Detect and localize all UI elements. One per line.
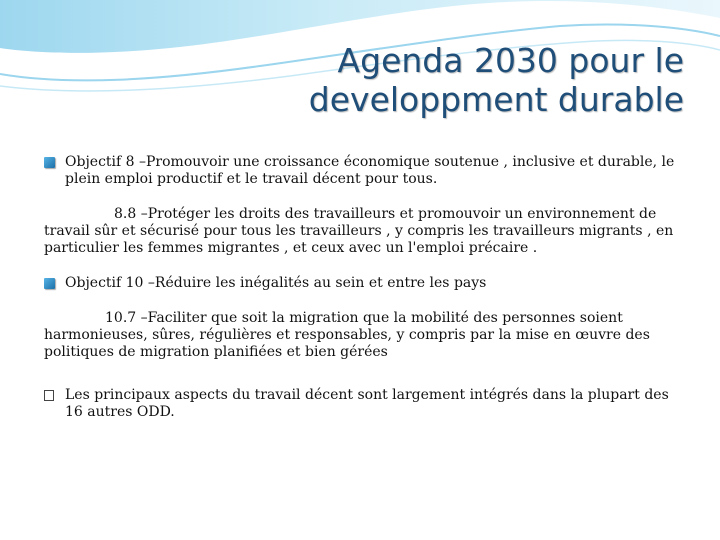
objective-8-text: Objectif 8 –Promouvoir une croissance économique soutenue , inclusive et durable, le plein emploi productif et le travail décent pour tous. [65, 154, 675, 187]
decent-work-bullet [44, 387, 676, 421]
empty-box-icon [44, 390, 54, 401]
square-bullet-icon [44, 157, 55, 168]
objective-8-bullet [44, 154, 676, 188]
title-line-2: developpment durable [308, 79, 684, 119]
target-8-8-paragraph: 8.8 –Protéger les droits des travailleurs et promouvoir un environnement de travail sûr et sécurisé pour tous les travailleurs , y compris les travailleurs migrants , en particulier les femmes migrantes , et ceux avec un l'emploi précaire . [44, 206, 674, 256]
slide-title [124, 42, 684, 119]
objective-10-bullet [44, 275, 676, 292]
slide-body [44, 154, 676, 421]
target-10-7-paragraph: 10.7 –Faciliter que soit la migration que la mobilité des personnes soient harmonieuses, sûres, régulières et responsables, y compris par la mise en œuvre des politiques de migration planifiées et bien gérées [44, 310, 650, 360]
decent-work-text: Les principaux aspects du travail décent sont largement intégrés dans la plupart des 16 autres ODD. [65, 387, 669, 420]
square-bullet-icon [44, 278, 55, 289]
title-line-1: Agenda 2030 pour le [337, 41, 684, 80]
objective-10-text: Objectif 10 –Réduire les inégalités au sein et entre les pays [65, 275, 487, 291]
